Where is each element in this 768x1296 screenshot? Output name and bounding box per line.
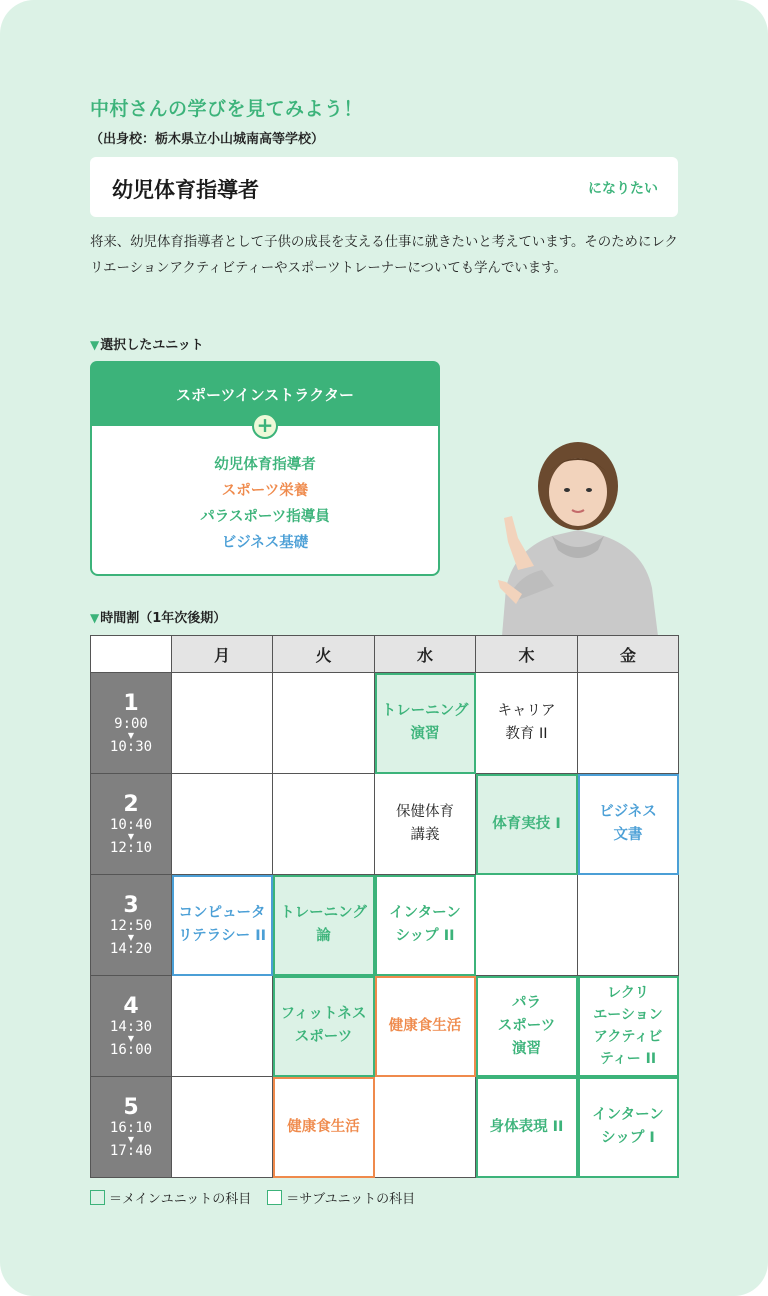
day-header: 火 xyxy=(273,636,375,673)
class-cell: フィットネス スポーツ xyxy=(273,976,375,1077)
period-row xyxy=(91,1077,679,1178)
page-title: 中村さんの学びを見てみよう！ xyxy=(90,98,364,120)
class-cell: ビジネス 文書 xyxy=(578,774,679,875)
class-cell: パラ スポーツ 演習 xyxy=(476,976,578,1077)
class-cell: インターン シップ I xyxy=(578,1077,679,1178)
class-cell-empty xyxy=(172,1077,273,1178)
description: 将来、幼児体育指導者として子供の成長を支える仕事に就きたいと考えています。そのためにレクリエーションアクティビティーやスポーツトレーナーについても学んでいます。 xyxy=(90,235,678,276)
class-cell: レクリ エーション アクティビ ティー II xyxy=(578,976,679,1077)
period-cell: 2 10:40 ▼ 12:10 xyxy=(91,774,172,875)
plus-icon: + xyxy=(252,413,278,439)
legend-item-main: ＝メインユニットの科目 xyxy=(90,1188,251,1207)
goal-suffix: になりたい xyxy=(588,181,658,197)
period-row xyxy=(91,976,679,1077)
legend-swatch xyxy=(267,1190,282,1205)
class-cell-empty xyxy=(172,976,273,1077)
class-cell: 体育実技 I xyxy=(476,774,578,875)
class-cell-empty xyxy=(273,673,375,774)
sub-unit-item: スポーツ栄養 xyxy=(221,483,309,499)
class-cell: 身体表現 II xyxy=(476,1077,578,1178)
sub-unit-item: パラスポーツ指導員 xyxy=(200,509,330,525)
period-cell: 3 12:50 ▼ 14:20 xyxy=(91,875,172,976)
header-corner xyxy=(91,636,172,673)
class-cell-empty xyxy=(375,1077,476,1178)
period-row xyxy=(91,673,679,774)
day-header: 木 xyxy=(476,636,578,673)
period-cell: 4 14:30 ▼ 16:00 xyxy=(91,976,172,1077)
class-cell: コンピュータ リテラシー II xyxy=(172,875,273,976)
student-photo xyxy=(494,438,662,636)
class-cell-empty xyxy=(172,774,273,875)
sub-unit-item: 幼児体育指導者 xyxy=(214,457,316,473)
main-unit: スポーツインストラクター xyxy=(90,361,440,427)
class-cell-empty xyxy=(172,673,273,774)
class-cell-empty xyxy=(578,673,679,774)
sub-units-panel xyxy=(90,426,440,576)
day-header: 水 xyxy=(375,636,476,673)
period-row xyxy=(91,774,679,875)
units-section-label: ▼選択したユニット xyxy=(90,338,204,353)
timetable-section-label: ▼時間割（1年次後期） xyxy=(90,611,227,626)
class-cell-empty xyxy=(476,875,578,976)
goal-box xyxy=(90,157,678,217)
class-cell: インターン シップ II xyxy=(375,875,476,976)
legend-item-sub: ＝サブユニットの科目 xyxy=(267,1188,415,1207)
timetable-header-row xyxy=(91,636,679,673)
class-cell-empty xyxy=(578,875,679,976)
legend-swatch xyxy=(90,1190,105,1205)
timetable xyxy=(90,635,679,1178)
sub-unit-item: ビジネス基礎 xyxy=(221,535,309,551)
class-cell: 保健体育 講義 xyxy=(375,774,476,875)
school-name: （出身校：栃木県立小山城南高等学校） xyxy=(90,132,325,147)
class-cell-empty xyxy=(273,774,375,875)
triangle-down-icon: ▼ xyxy=(90,338,100,352)
period-cell: 5 16:10 ▼ 17:40 xyxy=(91,1077,172,1178)
class-cell: トレーニング 論 xyxy=(273,875,375,976)
period-cell: 1 9:00 ▼ 10:30 xyxy=(91,673,172,774)
triangle-down-icon: ▼ xyxy=(90,611,100,625)
period-row xyxy=(91,875,679,976)
legend xyxy=(90,1188,431,1207)
class-cell: 健康食生活 xyxy=(273,1077,375,1178)
goal-title: 幼児体育指導者 xyxy=(112,178,259,202)
day-header: 金 xyxy=(578,636,679,673)
class-cell: トレーニング 演習 xyxy=(375,673,476,774)
day-header: 月 xyxy=(172,636,273,673)
class-cell: 健康食生活 xyxy=(375,976,476,1077)
class-cell: キャリア 教育 II xyxy=(476,673,578,774)
